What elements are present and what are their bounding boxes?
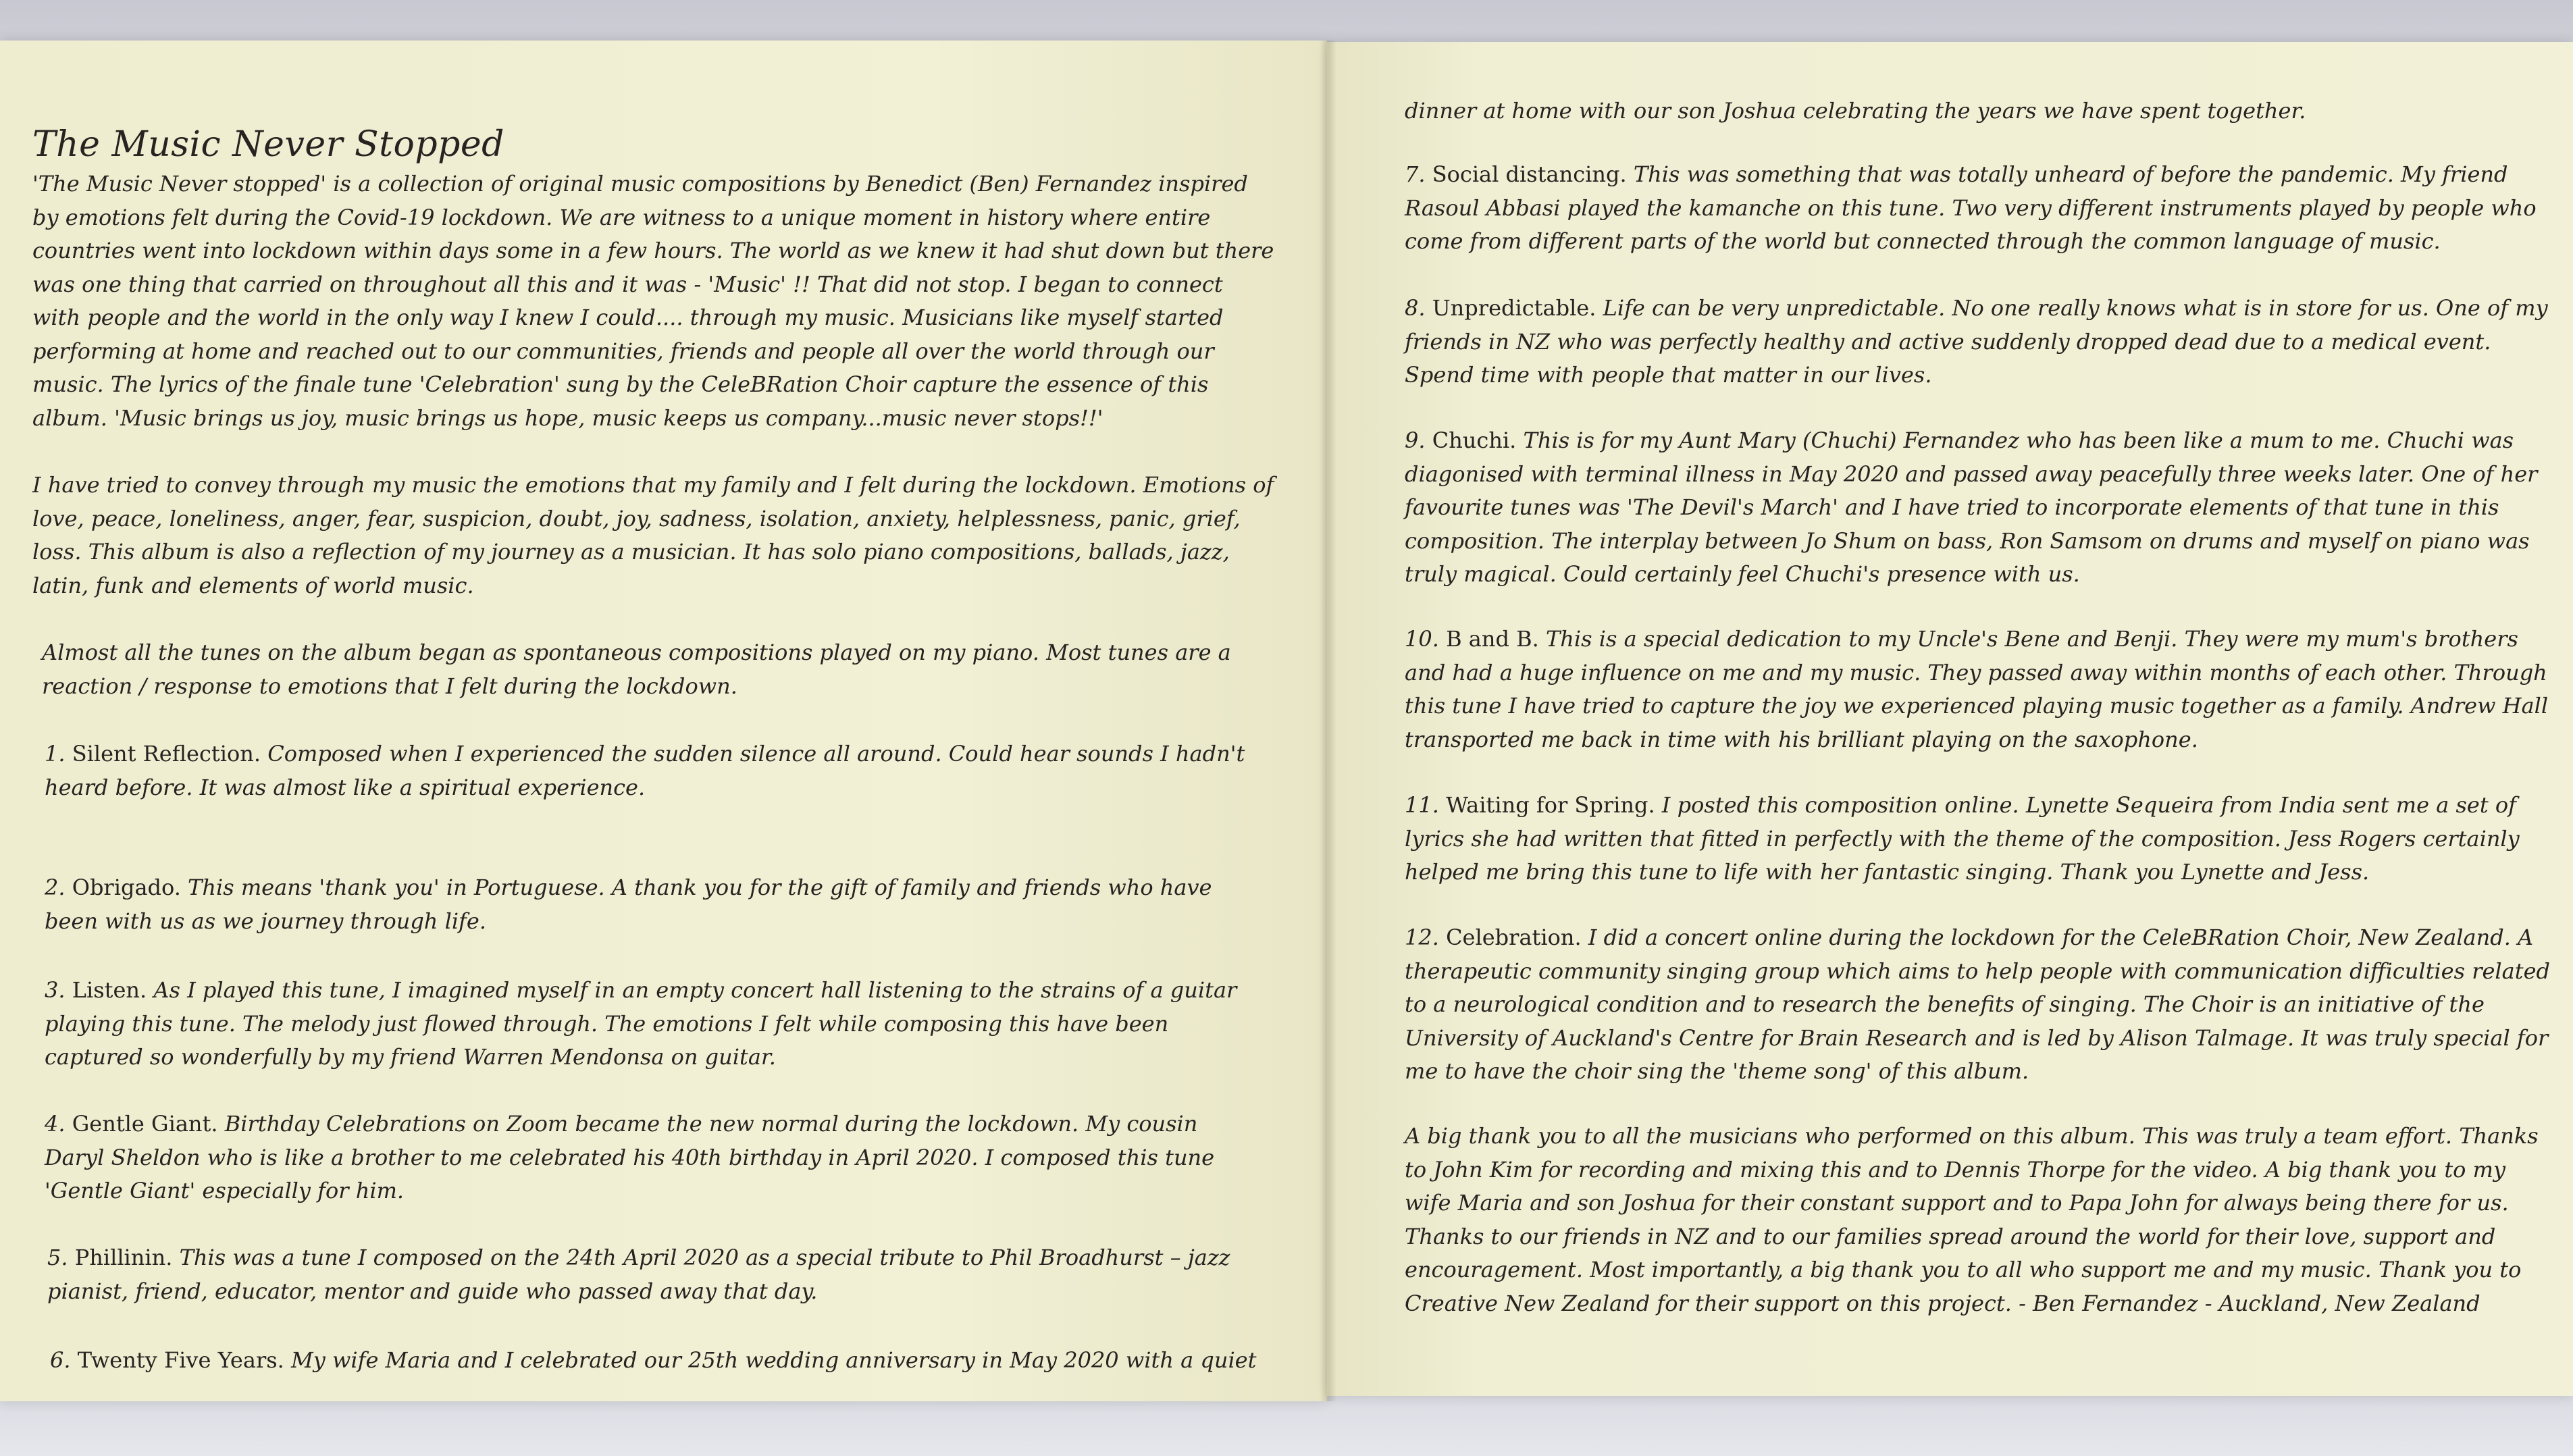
track-number: 10. <box>1405 626 1439 652</box>
track-description: Composed when I experienced the sudden silence all around. Could hear sounds I hadn't heard before. It was almost like a spiritual experience. <box>45 741 1245 800</box>
booklet-fold <box>1320 41 1336 1401</box>
track-title: Phillinin. <box>74 1245 173 1270</box>
spontaneous-paragraph: Almost all the tunes on the album began as spontaneous compositions played on my piano. Most tunes are a reaction / response to emotions that I felt during the lockdown. <box>42 640 1231 699</box>
track-number: 12. <box>1405 925 1439 950</box>
thanks-paragraph: A big thank you to all the musicians who performed on this album. This was truly a team effort. Thanks to John Kim for recording and mixing this and to Dennis Thorpe for the video. A big thank you to my wife Maria and son Joshua for their constant support and to Papa John for always being there for us. Thanks to our friends in NZ and to our families spread around the world for their love, support and encouragement. Most importantly, a big thank you to all who support me and my music. Thank you to Creative New Zealand for their support on this project. - Ben Fernandez - Auckland, New Zealand <box>1405 1123 2539 1316</box>
track-number: 7. <box>1405 161 1426 187</box>
track-title: Social distancing. <box>1432 161 1627 187</box>
track-number: 11. <box>1405 792 1439 818</box>
track-title: Waiting for Spring. <box>1446 792 1655 818</box>
page-title: The Music Never Stopped <box>32 124 504 165</box>
track-item <box>47 1241 1263 1308</box>
track-title: Listen. <box>72 977 147 1003</box>
track-title: Gentle Giant. <box>72 1111 218 1137</box>
booklet-right-page <box>1327 42 2573 1396</box>
track-number: 1. <box>45 741 66 766</box>
track-number: 5. <box>47 1245 68 1270</box>
track-description: Birthday Celebrations on Zoom became the new normal during the lockdown. My cousin Daryl Sheldon who is like a brother to me celebrated his 40th birthday in April 2020. I composed this tune 'Gentle Giant' especially for him. <box>45 1111 1215 1203</box>
track-item <box>1405 623 2553 756</box>
track-item <box>45 974 1260 1074</box>
track-item <box>45 1108 1260 1208</box>
track-item <box>50 1344 1293 1378</box>
track-description: I posted this composition online. Lynette Sequeira from India sent me a set of lyrics she had written that fitted in perfectly with the theme of the composition. Jess Rogers certainly helped me bring this tune to life with her fantastic singing. Thank you Lynette and Jess. <box>1405 792 2520 885</box>
track-description: This was a tune I composed on the 24th April 2020 as a special tribute to Phil Broadhurst – jazz pianist, friend, educator, mentor and guide who passed away that day. <box>47 1245 1230 1304</box>
track-title: Silent Reflection. <box>72 741 261 766</box>
track-description: I did a concert online during the lockdown for the CeleBRation Choir, New Zealand. A therapeutic community singing group which aims to help people with communication difficulties related to a neurological condition and to research the benefits of singing. The Choir is an initiative of the University of Auckland's Centre for Brain Research and is led by Alison Talmage. It was truly special for me to have the choir sing the 'theme song' of this album. <box>1405 925 2551 1084</box>
track-title: Unpredictable. <box>1432 295 1596 321</box>
track-description: This is for my Aunt Mary (Chuchi) Fernandez who has been like a mum to me. Chuchi was diagonised with terminal illness in May 2020 and passed away peacefully three weeks later. One of her favourite tunes was 'The Devil's March' and I have tried to incorporate elements of that tune in this composition. The interplay between Jo Shum on bass, Ron Samsom on drums and myself on piano was truly magical. Could certainly feel Chuchi's presence with us. <box>1405 427 2538 587</box>
track-description: My wife Maria and I celebrated our 25th wedding anniversary in May 2020 with a quiet <box>291 1347 1257 1373</box>
intro-paragraph: 'The Music Never stopped' is a collection of original music compositions by Benedict (Ben) Fernandez inspired by emotions felt during the Covid-19 lockdown. We are witness to a unique moment in history where entire countries went into lockdown within days some in a few hours. The world as we knew it had shut down but there was one thing that carried on throughout all this and it was - 'Music' !! That did not stop. I began to connect with people and the world in the only way I knew I could.... through my music. Musicians like myself started performing at home and reached out to our communities, friends and people all over the world through our music. The lyrics of the finale tune 'Celebration' sung by the CeleBRation Choir capture the essence of this album. 'Music brings us joy, music brings us hope, music keeps us company...music never stops!!' <box>32 171 1274 431</box>
continuation-paragraph: dinner at home with our son Joshua celebrating the years we have spent together. <box>1405 98 2306 124</box>
track-item <box>45 737 1260 804</box>
track-number: 3. <box>45 977 66 1003</box>
track-description: Life can be very unpredictable. No one really knows what is in store for us. One of my friends in NZ who was perfectly healthy and active suddenly dropped dead due to a medical event. Spend time with people that matter in our lives. <box>1405 295 2548 388</box>
track-description: This is a special dedication to my Uncle's Bene and Benji. They were my mum's brothers and had a huge influence on me and my music. They passed away within months of each other. Through this tune I have tried to capture the joy we experienced playing music together as a family. Andrew Hall transported me back in time with his brilliant playing on the saxophone. <box>1405 626 2549 752</box>
track-item <box>1405 424 2553 592</box>
track-item <box>45 871 1260 938</box>
track-item <box>1405 292 2553 392</box>
track-number: 2. <box>45 875 66 900</box>
track-number: 9. <box>1405 427 1426 453</box>
emotions-paragraph: I have tried to convey through my music the emotions that my family and I felt during the lockdown. Emotions of love, peace, loneliness, anger, fear, suspicion, doubt, joy, sadness, isolation, anxiety, helplessness, panic, grief, loss. This album is also a reflection of my journey as a musician. It has solo piano compositions, ballads, jazz, latin, funk and elements of world music. <box>32 472 1274 598</box>
track-title: Chuchi. <box>1432 427 1517 453</box>
track-item <box>1405 789 2553 889</box>
track-title: Celebration. <box>1446 925 1582 950</box>
track-item <box>1405 921 2553 1089</box>
track-title: B and B. <box>1446 626 1539 652</box>
track-number: 6. <box>50 1347 71 1373</box>
booklet-left-page <box>0 41 1327 1401</box>
track-description: This was something that was totally unheard of before the pandemic. My friend Rasoul Abbasi played the kamanche on this tune. Two very different instruments played by people who come from different parts of the world but connected through the common language of music. <box>1405 161 2537 254</box>
track-title: Obrigado. <box>72 875 181 900</box>
track-number: 8. <box>1405 295 1426 321</box>
track-description: As I played this tune, I imagined myself in an empty concert hall listening to the strains of a guitar playing this tune. The melody just flowed through. The emotions I felt while composing this have been captured so wonderfully by my friend Warren Mendonsa on guitar. <box>45 977 1237 1070</box>
track-number: 4. <box>45 1111 66 1137</box>
track-title: Twenty Five Years. <box>77 1347 284 1373</box>
track-item <box>1405 158 2553 259</box>
track-description: This means 'thank you' in Portuguese. A thank you for the gift of family and friends who have been with us as we journey through life. <box>45 875 1212 934</box>
